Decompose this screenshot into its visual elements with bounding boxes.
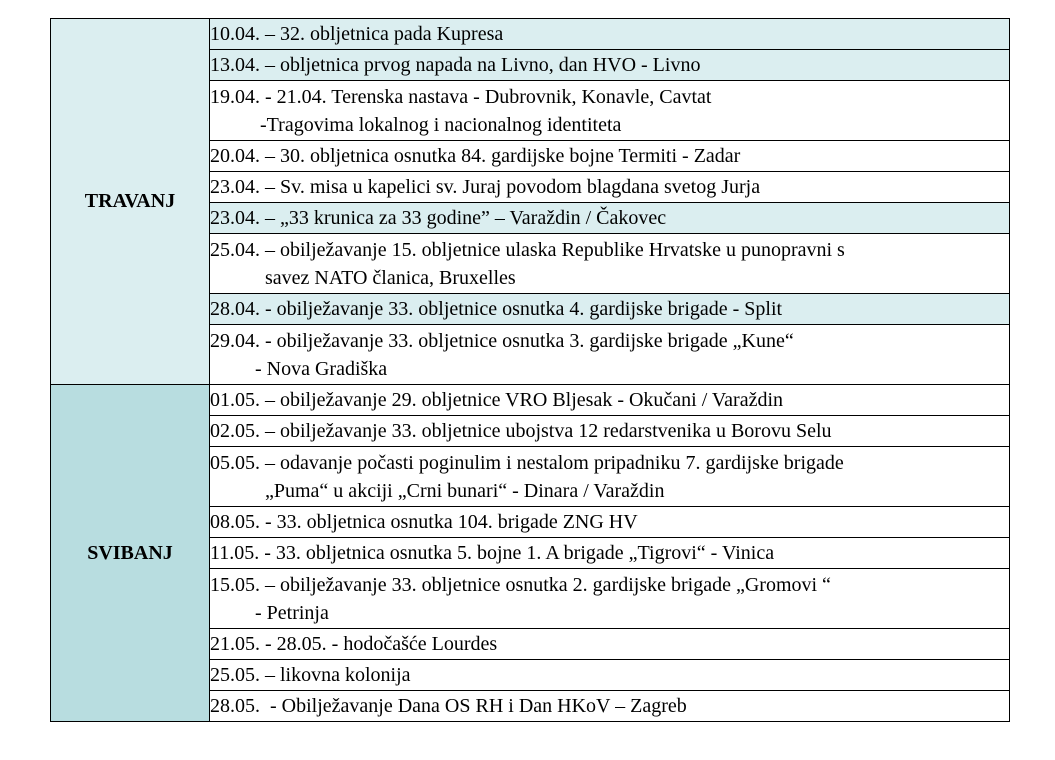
event-text-line: „Puma“ u akciji „Crni bunari“ - Dinara / Varaždin — [210, 479, 665, 502]
event-text-line: 28.05. - Obilježavanje Dana OS RH i Dan HKoV – Zagreb — [210, 695, 687, 717]
event-text-line: 25.05. – likovna kolonija — [210, 664, 411, 686]
event-row — [51, 385, 1010, 416]
event-cell — [210, 447, 1010, 507]
event-row — [51, 19, 1010, 50]
event-cell — [210, 569, 1010, 629]
event-cell — [210, 691, 1010, 722]
event-text-line: 29.04. - obilježavanje 33. obljetnice osnutka 3. gardijske brigade „Kune“ — [210, 329, 794, 352]
event-cell — [210, 50, 1010, 81]
event-text-line: 19.04. - 21.04. Terenska nastava - Dubrovnik, Konavle, Cavtat — [210, 85, 712, 108]
event-cell — [210, 538, 1010, 569]
event-text-line: 11.05. - 33. obljetnica osnutka 5. bojne 1. A brigade „Tigrovi“ - Vinica — [210, 542, 775, 564]
event-text-line: 05.05. – odavanje počasti poginulim i nestalom pripadniku 7. gardijske brigade — [210, 451, 844, 474]
event-text-line: 13.04. – obljetnica prvog napada na Livno, dan HVO - Livno — [210, 54, 701, 76]
event-cell — [210, 325, 1010, 385]
event-text-line: 28.04. - obilježavanje 33. obljetnice osnutka 4. gardijske brigade - Split — [210, 298, 783, 320]
event-text-line: - Petrinja — [210, 601, 329, 624]
event-cell — [210, 416, 1010, 447]
month-label-travanj: TRAVANJ — [51, 19, 210, 385]
event-cell — [210, 172, 1010, 203]
event-text-line: 23.04. – Sv. misa u kapelici sv. Juraj povodom blagdana svetog Jurja — [210, 176, 761, 198]
event-text-line: 20.04. – 30. obljetnica osnutka 84. gardijske bojne Termiti - Zadar — [210, 145, 741, 167]
event-text-line: 01.05. – obilježavanje 29. obljetnice VRO Bljesak - Okučani / Varaždin — [210, 389, 784, 411]
event-cell — [210, 234, 1010, 294]
event-text-line: 23.04. – „33 krunica za 33 godine” – Varaždin / Čakovec — [210, 207, 667, 229]
event-cell — [210, 385, 1010, 416]
month-label-svibanj: SVIBANJ — [51, 385, 210, 722]
event-cell — [210, 294, 1010, 325]
event-text-line: 25.04. – obilježavanje 15. obljetnice ulaska Republike Hrvatske u punopravni s — [210, 238, 845, 261]
event-text-line: 21.05. - 28.05. - hodočašće Lourdes — [210, 633, 498, 655]
event-text-line: -Tragovima lokalnog i nacionalnog identiteta — [210, 113, 622, 136]
events-calendar-table — [50, 18, 1010, 722]
event-text-line: savez NATO članica, Bruxelles — [210, 266, 516, 289]
event-cell — [210, 19, 1010, 50]
event-text-line: 02.05. – obilježavanje 33. obljetnice ubojstva 12 redarstvenika u Borovu Selu — [210, 420, 832, 442]
event-cell — [210, 141, 1010, 172]
event-text-line: 15.05. – obilježavanje 33. obljetnice osnutka 2. gardijske brigade „Gromovi “ — [210, 573, 831, 596]
event-text-line: 10.04. – 32. obljetnica pada Kupresa — [210, 23, 504, 45]
event-cell — [210, 81, 1010, 141]
event-cell — [210, 660, 1010, 691]
event-text-line: - Nova Gradiška — [210, 357, 388, 380]
event-text-line: 08.05. - 33. obljetnica osnutka 104. brigade ZNG HV — [210, 511, 638, 533]
calendar-body — [51, 19, 1010, 722]
event-cell — [210, 203, 1010, 234]
event-cell — [210, 629, 1010, 660]
event-cell — [210, 507, 1010, 538]
